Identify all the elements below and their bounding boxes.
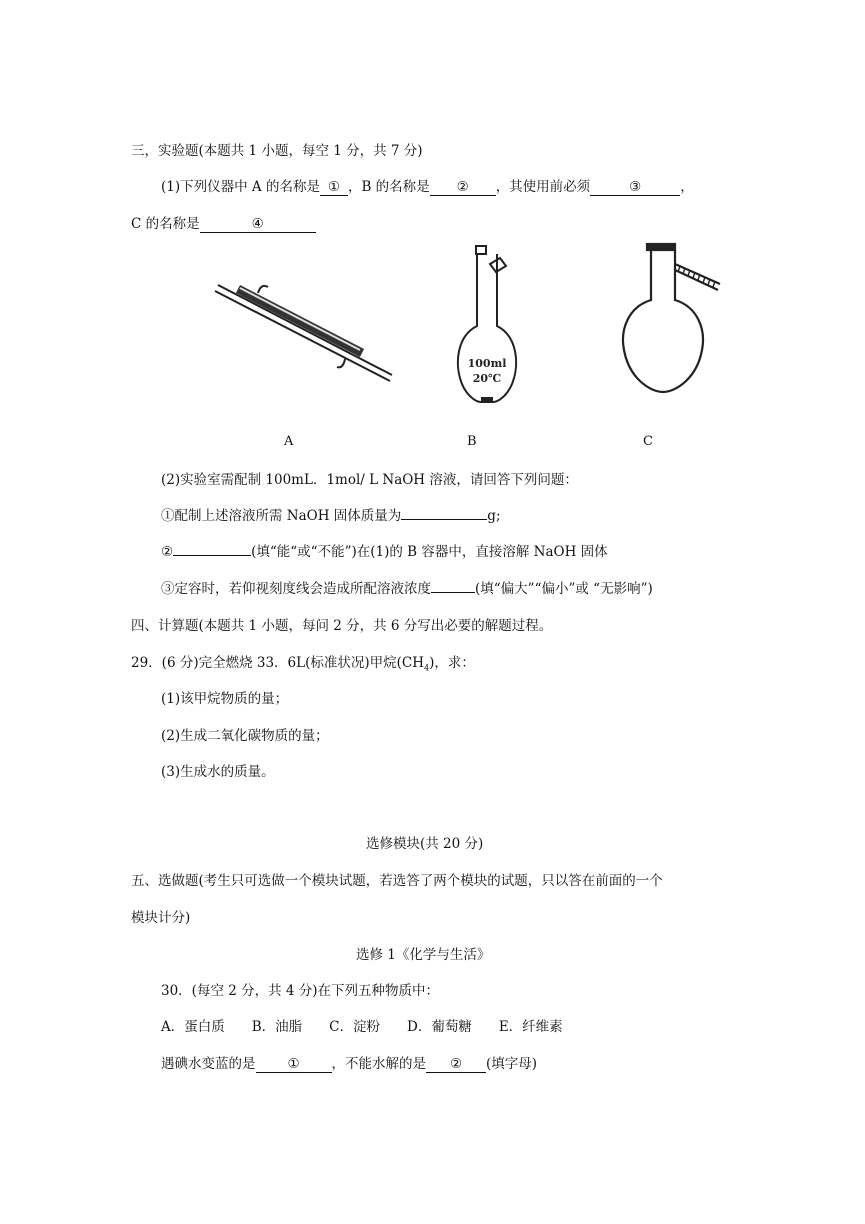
answer-blank-3[interactable]: ③ <box>590 179 680 196</box>
answer-blank-4[interactable]: ④ <box>200 216 316 233</box>
q29-text: 29．(6 分)完全燃烧 33．6L(标准状况)甲烷(CH <box>131 655 425 671</box>
question-30: 30．(每空 2 分，共 4 分)在下列五种物质中： <box>161 983 440 999</box>
question-29-2: (2)生成二氧化碳物质的量； <box>161 728 329 744</box>
caption-b: B <box>467 434 477 449</box>
answer-blank-can[interactable] <box>173 555 251 556</box>
caption-c: C <box>643 434 653 449</box>
question-30-blanks <box>161 1055 537 1073</box>
q1-text-e: C 的名称是 <box>131 216 200 232</box>
elective-title: 选修模块(共 20 分) <box>366 836 484 852</box>
section4-heading: 四、计算题(本题共 1 小题，每问 2 分，共 6 分写出必要的解题过程。 <box>131 618 553 634</box>
q29-subscript: 4 <box>424 663 430 673</box>
q30-text-b: ，不能水解的是 <box>331 1056 426 1072</box>
q2-3-options: (填“偏大”“偏小”或 “无影响”) <box>475 581 653 597</box>
answer-blank-q30-2[interactable]: ② <box>426 1056 486 1073</box>
section3-heading: 三，实验题(本题共 1 小题，每空 1 分，共 7 分) <box>131 143 423 159</box>
q30-text-a: 遇碘水变蓝的是 <box>161 1056 256 1072</box>
answer-blank-mass[interactable] <box>401 519 487 520</box>
question-2-1 <box>161 507 501 525</box>
condenser-figure <box>210 275 400 385</box>
q1-text-c: ，其使用前必须 <box>495 179 591 195</box>
q2-1-text: ①配制上述溶液所需 NaOH 固体质量为 <box>161 508 402 524</box>
q1-text-d: ， <box>680 179 694 195</box>
answer-blank-q30-1[interactable]: ① <box>256 1056 332 1073</box>
question-30-options: A．蛋白质 B．油脂 C．淀粉 D．葡萄糖 E．纤维素 <box>161 1019 563 1035</box>
round-flask-figure <box>618 242 730 398</box>
question-2-2 <box>161 543 608 561</box>
q29-tail: )，求： <box>429 655 475 671</box>
question-2: (2)实验室需配制 100mL．1mol/ L NaOH 溶液，请回答下列问题： <box>161 472 578 488</box>
q2-3-text: ③定容时，若仰视刻度线会造成所配溶液浓度 <box>161 581 431 597</box>
answer-blank-1[interactable]: ① <box>320 179 348 196</box>
answer-blank-concentration[interactable] <box>431 592 475 593</box>
q30-text-c: (填字母) <box>486 1056 538 1072</box>
volumetric-flask-figure <box>452 244 522 409</box>
answer-blank-2[interactable]: ② <box>430 179 496 196</box>
q1-text-b: ，B 的名称是 <box>347 179 430 195</box>
q2-2-num: ② <box>161 544 174 560</box>
question-29-1: (1)该甲烷物质的量； <box>161 691 289 707</box>
q2-2-text: (填“能“或“不能”)在(1)的 B 容器中，直接溶解 NaOH 固体 <box>251 544 608 560</box>
question-1-line1 <box>161 178 694 196</box>
flask-temp-label: 20℃ <box>472 372 502 385</box>
q1-text-a: (1)下列仪器中 A 的名称是 <box>161 179 320 195</box>
q2-1-unit: g; <box>487 508 501 524</box>
section5-line1: 五、选做题(考生只可选做一个模块试题，若选答了两个模块的试题，只以答在前面的一个 <box>131 873 663 889</box>
flask-volume-label: 100ml <box>467 357 507 370</box>
question-2-3 <box>161 580 653 598</box>
question-1-line2 <box>131 215 316 233</box>
question-29-3: (3)生成水的质量。 <box>161 764 275 780</box>
module-title: 选修 1《化学与生活》 <box>356 947 491 963</box>
question-29 <box>131 654 475 678</box>
caption-a: A <box>284 434 294 449</box>
section5-line2: 模块计分) <box>131 910 191 926</box>
